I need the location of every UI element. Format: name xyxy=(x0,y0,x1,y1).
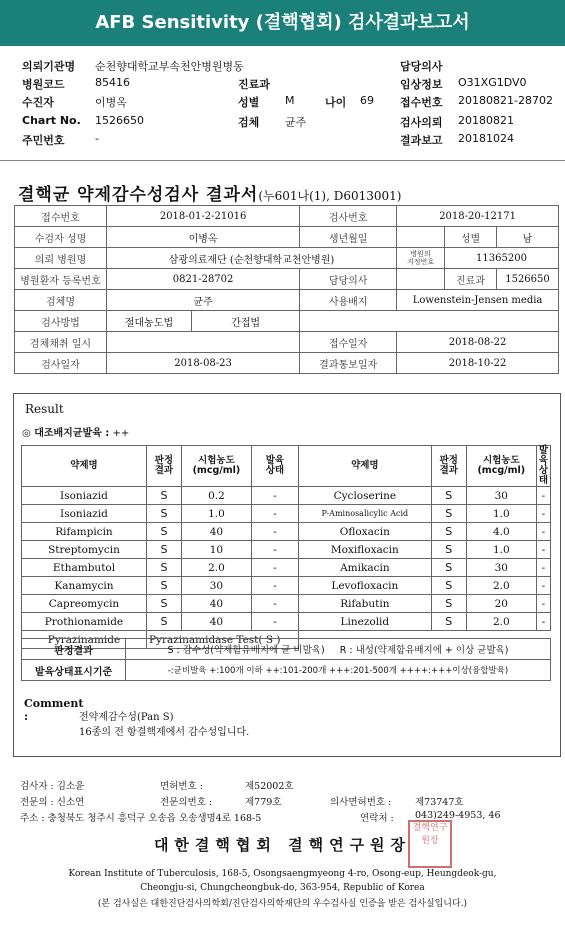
drug-cell: - xyxy=(251,577,298,595)
drug-cell: 4.0 xyxy=(466,523,536,541)
drug-row xyxy=(22,541,551,559)
growth-label: 발육상태표시기준 xyxy=(22,660,126,681)
drug-cell: P-Aminosalicylic Acid xyxy=(298,505,431,523)
drug-col-header: 약제명 xyxy=(22,446,147,487)
drug-row xyxy=(22,595,551,613)
comment-label: Comment : xyxy=(24,697,84,723)
info-cell: 1526650 xyxy=(497,269,559,290)
report-banner: AFB Sensitivity (결핵협회) 검사결과보고서 xyxy=(0,0,565,46)
drug-col-header: 시험농도 (mcg/ml) xyxy=(181,446,251,487)
info-cell: 0821-28702 xyxy=(107,269,300,290)
drug-cell: - xyxy=(251,523,298,541)
drug-cell: - xyxy=(536,505,550,523)
drug-cell: Streptomycin xyxy=(22,541,147,559)
org-seal-stamp xyxy=(408,820,452,868)
growth-text: -:균비발육 +:100개 이하 ++:101-200개 +++:201-500개 ++++:+++이상(융합발육) xyxy=(126,660,551,681)
seal-text: 결핵연구원장 xyxy=(412,823,448,846)
info-cell: 검체명 xyxy=(15,290,107,311)
info-row xyxy=(15,353,559,374)
drug-col-header: 발육 상태 xyxy=(251,446,298,487)
info-cell: 병원환자 등록번호 xyxy=(15,269,107,290)
info-cell: 진료과 xyxy=(445,269,497,290)
info-cell: 생년월일 xyxy=(300,227,397,248)
info-cell: 검사일자 xyxy=(15,353,107,374)
info-row xyxy=(15,311,559,332)
drug-cell: - xyxy=(251,541,298,559)
hosp-value: 순천향대학교부속천안병원병동 xyxy=(95,60,244,73)
info-cell xyxy=(300,311,559,332)
rrn-label: 주민번호 xyxy=(22,134,65,147)
drug-cell: 1.0 xyxy=(466,541,536,559)
drug-cell: 30 xyxy=(466,487,536,505)
drug-cell: - xyxy=(536,595,550,613)
result-panel xyxy=(13,393,561,757)
drug-cell: 10 xyxy=(181,541,251,559)
info-cell xyxy=(397,227,445,248)
doc-title xyxy=(18,180,401,205)
certification-note: (본 검사실은 대한진단검사의학회/진단검사의학재단의 우수검사실 인증을 받은 검사실입니다.) xyxy=(97,899,468,909)
chart-label: Chart No. xyxy=(22,114,81,127)
license1-value: 제52002호 xyxy=(245,781,294,792)
judge-label: 판정결과 xyxy=(22,639,126,660)
info-cell: 간접법 xyxy=(192,311,300,332)
header-divider xyxy=(0,160,565,161)
info-row xyxy=(15,269,559,290)
testdate-value: 20180821 xyxy=(458,114,514,127)
drug-cell: - xyxy=(251,487,298,505)
drug-cell: Linezolid xyxy=(298,613,431,631)
specimen-value: 균주 xyxy=(285,116,307,129)
drug-cell: - xyxy=(536,541,550,559)
drug-cell: S xyxy=(146,595,181,613)
drug-cell: 1.0 xyxy=(181,505,251,523)
drug-cell: - xyxy=(536,613,550,631)
drug-cell: Moxifloxacin xyxy=(298,541,431,559)
info-cell: 균주 xyxy=(107,290,300,311)
info-cell: 담당의사 xyxy=(300,269,397,290)
license2-value: 제779호 xyxy=(245,797,282,808)
info-cell: 성별 xyxy=(445,227,497,248)
drug-cell: - xyxy=(251,613,298,631)
address: 주소 : 충청북도 청주시 흥덕구 오송읍 오송생명4로 168-5 xyxy=(20,813,262,824)
drug-cell: 40 xyxy=(181,595,251,613)
report-label: 결과보고 xyxy=(400,134,443,147)
specimen-label: 검체 xyxy=(238,116,260,129)
comment-line-2: 16종의 전 항결핵제에서 감수성입니다. xyxy=(79,727,250,738)
drug-col-header: 판정 결과 xyxy=(146,446,181,487)
pza-value: Pyrazinamidase Test( S ) xyxy=(146,631,298,649)
drug-cell: S xyxy=(146,613,181,631)
drug-cell: 2.0 xyxy=(466,613,536,631)
drug-row xyxy=(22,577,551,595)
info-cell: 병원의 지정번호 xyxy=(397,248,445,269)
drug-col-header: 약제명 xyxy=(298,446,431,487)
info-cell: 사용배지 xyxy=(300,290,397,311)
clinical-value: O31XG1DV0 xyxy=(458,76,527,89)
info-row xyxy=(15,290,559,311)
control-growth xyxy=(22,424,129,439)
info-cell: 2018-20-12171 xyxy=(397,206,559,227)
drug-cell: Kanamycin xyxy=(22,577,147,595)
info-row xyxy=(15,227,559,248)
drug-col-header: 시험농도 (mcg/ml) xyxy=(466,446,536,487)
hosp-label: 의뢰기관명 xyxy=(22,60,76,73)
comment-block xyxy=(24,697,249,738)
info-cell xyxy=(397,269,445,290)
sex-label: 성별 xyxy=(238,96,260,109)
info-cell: 11365200 xyxy=(445,248,559,269)
age-value: 69 xyxy=(360,94,374,107)
info-cell: 이병옥 xyxy=(107,227,300,248)
drug-cell: 20 xyxy=(466,595,536,613)
drug-table xyxy=(21,445,551,649)
info-cell: 접수번호 xyxy=(15,206,107,227)
comment-line-1: 전약제감수성(Pan S) xyxy=(79,712,174,723)
drug-cell: Capreomycin xyxy=(22,595,147,613)
info-cell: 결과통보일자 xyxy=(300,353,397,374)
drug-cell: - xyxy=(536,487,550,505)
specialist: 전문의 : 신소연 xyxy=(20,797,85,808)
drug-cell: 0.2 xyxy=(181,487,251,505)
drug-cell: Rifabutin xyxy=(298,595,431,613)
patient-label: 수진자 xyxy=(22,96,54,109)
drug-cell: S xyxy=(146,559,181,577)
clinical-label: 임상정보 xyxy=(400,78,443,91)
info-cell: 2018-01-2-21016 xyxy=(107,206,300,227)
info-cell xyxy=(107,332,300,353)
info-cell: 수검자 성명 xyxy=(15,227,107,248)
info-cell: 검체채취 일시 xyxy=(15,332,107,353)
english-address-1: Korean Institute of Tuberculosis, 168-5, Osongsaengmyeong 4-ro, Osong-eup, Heungdeok-gu, xyxy=(68,869,497,879)
info-cell: 검사번호 xyxy=(300,206,397,227)
license1-label: 면허번호 : xyxy=(160,781,203,792)
report-value: 20181024 xyxy=(458,132,514,145)
drug-cell: - xyxy=(536,577,550,595)
pza-name: Pyrazinamide xyxy=(22,631,147,649)
receipt-label: 접수번호 xyxy=(400,96,443,109)
tester: 검사자 : 김소윤 xyxy=(20,781,85,792)
age-label: 나이 xyxy=(325,96,347,109)
drug-cell: 40 xyxy=(181,523,251,541)
drug-cell: - xyxy=(251,505,298,523)
result-title: Result xyxy=(25,402,64,416)
drug-cell: S xyxy=(146,577,181,595)
info-row xyxy=(15,248,559,269)
drug-cell: - xyxy=(536,559,550,577)
info-cell: Lowenstein-Jensen media xyxy=(397,290,559,311)
drug-cell: - xyxy=(251,559,298,577)
drug-cell: Ofloxacin xyxy=(298,523,431,541)
drug-cell: 30 xyxy=(466,559,536,577)
info-cell: 삼광의료재단 (순천향대학교천안병원) xyxy=(107,248,397,269)
doc-subtitle: (누601나(1), D6013001) xyxy=(258,189,402,203)
testdate-label: 검사의뢰 xyxy=(400,116,443,129)
drug-row xyxy=(22,505,551,523)
drug-cell: Prothionamide xyxy=(22,613,147,631)
info-cell: 검사방법 xyxy=(15,311,107,332)
legend-table xyxy=(21,638,551,681)
legend-row xyxy=(22,660,551,681)
drug-cell: S xyxy=(431,613,466,631)
control-value: ++ xyxy=(112,428,130,439)
drug-cell: S xyxy=(431,559,466,577)
drug-cell: S xyxy=(146,487,181,505)
drug-cell: - xyxy=(251,595,298,613)
drug-row xyxy=(22,613,551,631)
doc-title-text: 결핵균 약제감수성검사 결과서 xyxy=(18,185,259,205)
dept-label: 진료과 xyxy=(238,78,270,91)
info-cell: 절대농도법 xyxy=(107,311,192,332)
judge-r: R : 내성(약제함유배지에 + 이상 균발육) xyxy=(339,645,509,656)
drug-cell: S xyxy=(431,523,466,541)
contact-label: 연락처 : xyxy=(360,813,394,824)
english-address-2: Cheongju-si, Chungcheongbuk-do, 363-954, Republic of Korea xyxy=(140,883,425,893)
drug-cell: S xyxy=(146,505,181,523)
info-row xyxy=(15,206,559,227)
doctor-label: 의사면허번호 : xyxy=(330,797,392,808)
drug-cell: 2.0 xyxy=(181,559,251,577)
legend-row xyxy=(22,639,551,660)
drug-cell: S xyxy=(146,523,181,541)
info-cell: 남 xyxy=(497,227,559,248)
code-value: 85416 xyxy=(95,76,130,89)
receipt-value: 20180821-28702 xyxy=(458,94,553,107)
org-name: 대한결핵협회 결핵연구원장 xyxy=(153,836,412,854)
drug-cell: 1.0 xyxy=(466,505,536,523)
info-cell: 접수일자 xyxy=(300,332,397,353)
drug-cell: Cycloserine xyxy=(298,487,431,505)
info-table xyxy=(14,205,559,374)
code-label: 병원코드 xyxy=(22,78,65,91)
drug-cell: - xyxy=(536,523,550,541)
license2-label: 전문의번호 : xyxy=(160,797,213,808)
info-row xyxy=(15,332,559,353)
patient-header xyxy=(0,50,565,150)
drug-cell: S xyxy=(431,487,466,505)
contact-value: 043)249-4953, 46 xyxy=(415,810,501,821)
info-cell: 2018-08-22 xyxy=(397,332,559,353)
drug-cell: S xyxy=(431,505,466,523)
info-cell: 2018-08-23 xyxy=(107,353,300,374)
sex-value: M xyxy=(285,94,295,107)
attending-label: 담당의사 xyxy=(400,60,443,73)
info-cell: 의뢰 병원명 xyxy=(15,248,107,269)
drug-cell: Rifampicin xyxy=(22,523,147,541)
judge-text xyxy=(126,639,551,660)
drug-cell: S xyxy=(146,541,181,559)
drug-cell: Amikacin xyxy=(298,559,431,577)
info-cell: 2018-10-22 xyxy=(397,353,559,374)
drug-cell: 2.0 xyxy=(466,577,536,595)
rrn-value: - xyxy=(95,132,99,145)
judge-s: S : 감수성(약제함유배지에 균 비발육) xyxy=(167,645,325,656)
drug-cell: 40 xyxy=(181,613,251,631)
drug-cell: Isoniazid xyxy=(22,505,147,523)
control-label: ◎ 대조배지균발육 : xyxy=(22,428,110,439)
drug-cell: S xyxy=(431,577,466,595)
drug-cell: Ethambutol xyxy=(22,559,147,577)
drug-col-header: 발육 상태 xyxy=(536,446,550,487)
drug-row xyxy=(22,487,551,505)
drug-cell: Levofloxacin xyxy=(298,577,431,595)
drug-row xyxy=(22,559,551,577)
drug-row xyxy=(22,523,551,541)
drug-col-header: 판정 결과 xyxy=(431,446,466,487)
drug-cell: 30 xyxy=(181,577,251,595)
patient-value: 이병옥 xyxy=(95,96,127,109)
drug-cell: S xyxy=(431,595,466,613)
drug-cell: S xyxy=(431,541,466,559)
drug-cell: Isoniazid xyxy=(22,487,147,505)
doctor-value: 제73747호 xyxy=(415,797,464,808)
drug-header-row xyxy=(22,446,551,487)
chart-value: 1526650 xyxy=(95,114,144,127)
